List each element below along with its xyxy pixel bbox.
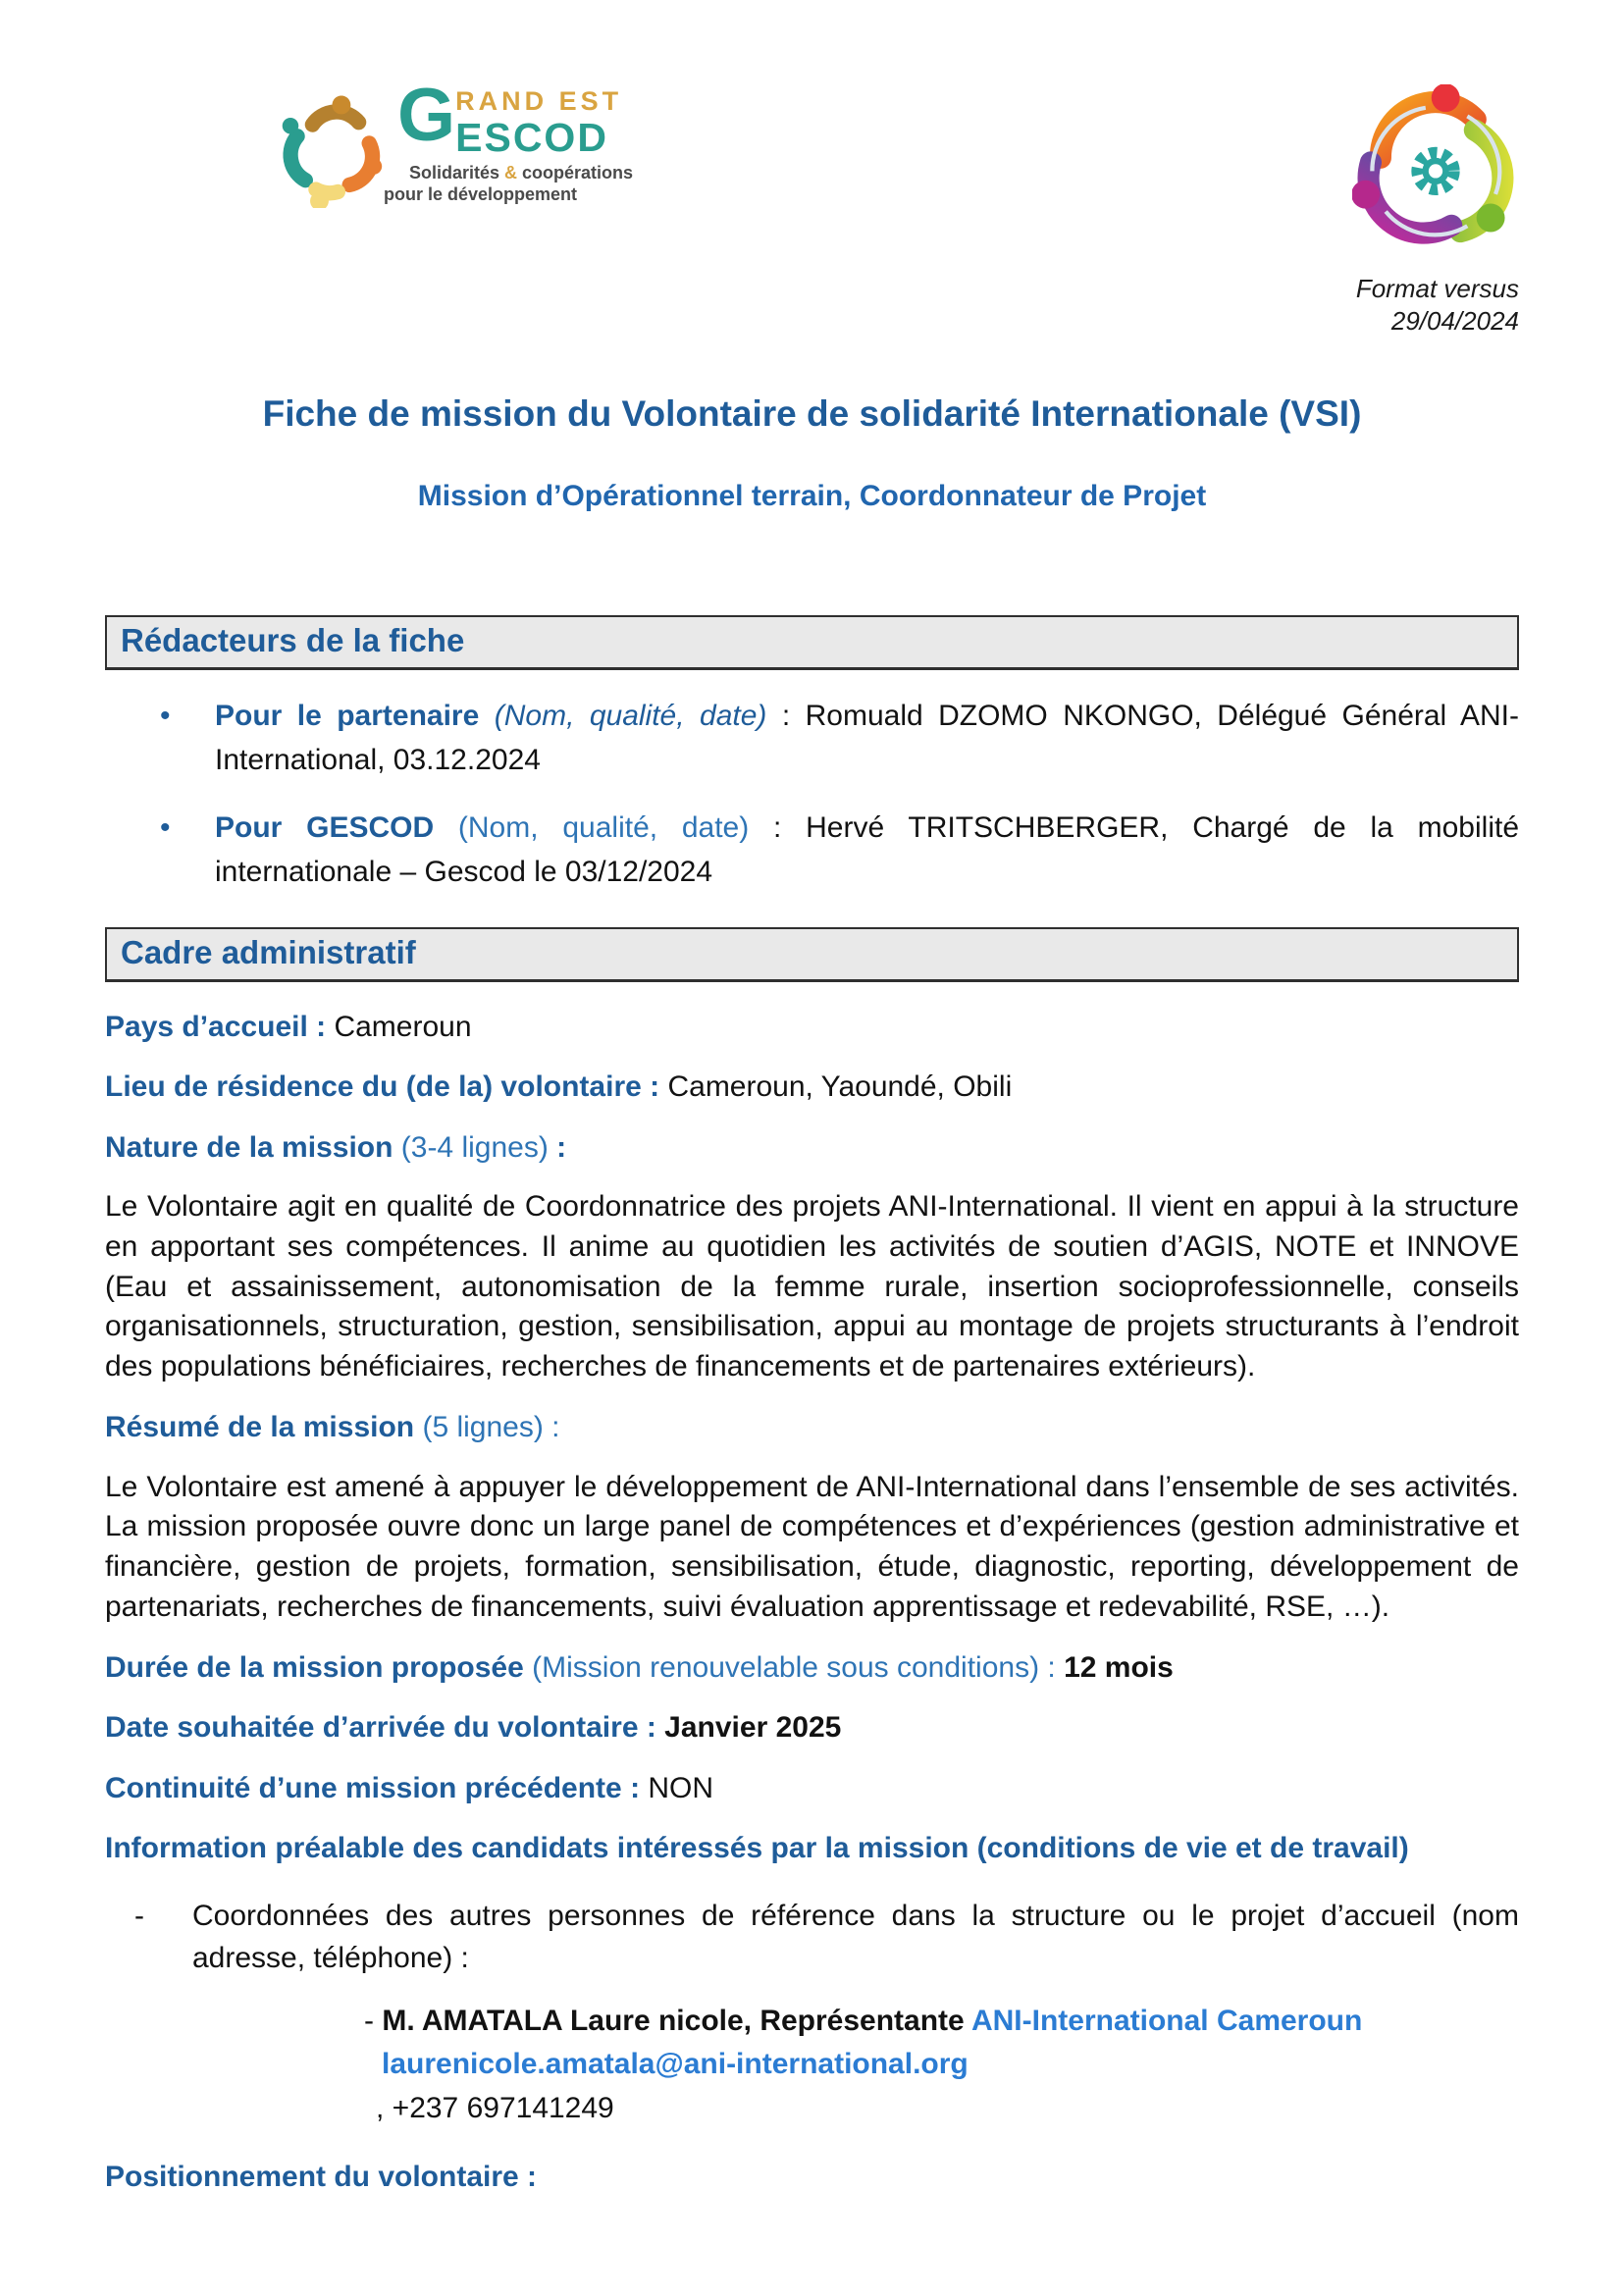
contact-block [364, 2002, 1519, 2129]
field-lieu-residence [105, 1068, 1519, 1108]
gescod-tagline [409, 163, 633, 183]
page-subtitle: Mission d’Opérationnel terrain, Coordonnateur de Projet [417, 479, 1207, 512]
gear-icon [1417, 153, 1453, 189]
continuite-value: NON [648, 1771, 714, 1804]
resume-colon: : [543, 1411, 560, 1444]
coordonnees-item [105, 1895, 1519, 1980]
nature-colon: : [548, 1130, 567, 1164]
field-pays-accueil [105, 1008, 1519, 1048]
tagline-part-a: Solidarités [409, 163, 505, 183]
nature-paren: (3-4 lignes) [400, 1130, 549, 1164]
field-duree-mission [105, 1648, 1519, 1689]
gescod-people-icon [278, 92, 393, 208]
duree-value: 12 mois [1064, 1650, 1174, 1684]
partenaire-value: Romuald DZOMO NKONGO, Délégué Général ANI-International, 03.12.2024 [215, 699, 1520, 776]
format-note-line2: 29/04/2024 [1390, 306, 1519, 337]
contact-email-link[interactable]: laurenicole.amatala@ani-international.org [382, 2048, 969, 2081]
list-item-partenaire [105, 694, 1519, 782]
positionnement-label: Positionnement du volontaire : [105, 2161, 538, 2194]
field-nature-mission [105, 1128, 1519, 1169]
tagline-ampersand: & [504, 163, 518, 183]
nature-label: Nature de la mission [105, 1130, 401, 1164]
contact-line-phone [376, 2089, 1519, 2129]
gescod-paren: (Nom, qualité, date) [457, 810, 750, 844]
page-header [105, 0, 1519, 339]
duree-label: Durée de la mission proposée [105, 1650, 533, 1684]
resume-label: Résumé de la mission [105, 1411, 423, 1444]
coordonnees-text: Coordonnées des autres personnes de référence dans la structure ou le projet d’accueil (nom adresse, téléphone) : [192, 1899, 1519, 1975]
redacteurs-list [105, 694, 1519, 894]
nature-paragraph: Le Volontaire agit en qualité de Coordonnatrice des projets ANI-International. Il vient en appui à la structure en apportant ses compétences. Il anime au quotidien les activités de soutien d’AGIS, NOTE et INNOVE (Eau et assainissement, autonomisation de la femme rurale, insertion socioprofessionnelle, conseils organisationnels, structuration, gestion, sensibilisation, appui au montage de projets structurants à l’endroit des populations bénéficiaires, recherches de financements et de partenaires extérieurs). [105, 1190, 1519, 1383]
tagline-part-b: coopérations [517, 163, 634, 183]
escod-text: ESCOD [455, 115, 608, 160]
resume-paren: (5 lignes) [422, 1411, 544, 1444]
gescod-g-letter: G [397, 74, 454, 157]
grand-est-text: RAND EST [455, 86, 623, 116]
contact-phone: , +237 697141249 [376, 2091, 614, 2124]
pays-value: Cameroun [334, 1010, 472, 1043]
information-label: Information préalable des candidats intéressés par la mission (conditions de vie et de travail) [105, 1832, 1409, 1865]
section-heading-redacteurs-label: Rédacteurs de la fiche [121, 621, 465, 658]
gescod-wordmark [384, 74, 634, 205]
duree-sep: : [1039, 1650, 1065, 1684]
lieu-value: Cameroun, Yaoundé, Obili [667, 1070, 1013, 1104]
gescod-tagline-2: pour le développement [384, 184, 578, 204]
duree-paren: (Mission renouvelable sous conditions) [532, 1650, 1040, 1684]
contact-org-link[interactable]: ANI-International Cameroun [970, 2004, 1363, 2037]
section-heading-cadre [105, 927, 1519, 982]
field-resume-mission [105, 1408, 1519, 1448]
list-item-gescod [105, 806, 1519, 894]
gescod-value: Hervé TRITSCHBERGER, Chargé de la mobilité internationale – Gescod le 03/12/2024 [215, 810, 1519, 888]
contact-dash: - [364, 2004, 383, 2037]
header-right-column [1344, 84, 1519, 339]
page-title: Fiche de mission du Volontaire de solidarité Internationale (VSI) [262, 392, 1362, 434]
gescod-logo [278, 74, 634, 208]
lieu-label: Lieu de résidence du (de la) volontaire : [105, 1070, 668, 1104]
field-positionnement [105, 2158, 1519, 2198]
section-heading-cadre-label: Cadre administratif [121, 933, 416, 970]
resume-paragraph: Le Volontaire est amené à appuyer le développement de ANI-International dans l’ensemble de ses activités. La mission proposée ouvre donc un large panel de compétences et d’expériences (gestion administrative et financière, gestion de projets, formation, sensibilisation, étude, diagnostic, reporting, développement de partenariats, recherches de financements, suivi évaluation apprentissage et redevabilité, RSE, …). [105, 1470, 1519, 1623]
ani-swirl-logo [1352, 84, 1519, 251]
format-version-note [1356, 273, 1519, 339]
contact-line-email [382, 2045, 1519, 2085]
field-date-arrivee [105, 1708, 1519, 1748]
partenaire-label: Pour le partenaire [215, 699, 495, 732]
continuite-label: Continuité d’une mission précédente : [105, 1771, 649, 1804]
field-continuite [105, 1769, 1519, 1809]
gescod-sep: : [749, 810, 807, 844]
format-note-line1: Format versus [1355, 274, 1519, 303]
date-label: Date souhaitée d’arrivée du volontaire : [105, 1711, 665, 1745]
pays-label: Pays d’accueil : [105, 1010, 335, 1043]
partenaire-sep: : [766, 699, 806, 732]
partenaire-paren: (Nom, qualité, date) [494, 699, 767, 732]
section-heading-redacteurs [105, 615, 1519, 670]
gescod-label: Pour GESCOD [215, 810, 458, 844]
contact-name: M. AMATALA Laure nicole, Représentante [382, 2004, 971, 2037]
date-value: Janvier 2025 [664, 1711, 842, 1745]
contact-line-name [364, 2002, 1519, 2042]
field-information-prealable [105, 1829, 1519, 1869]
